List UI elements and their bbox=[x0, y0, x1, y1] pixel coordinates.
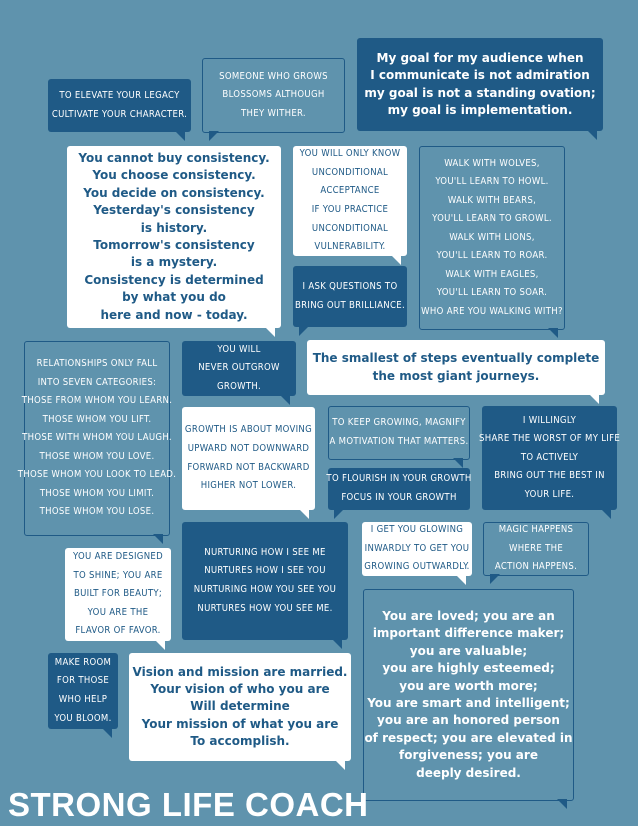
quote-line: CULTIVATE YOUR CHARACTER. bbox=[51, 108, 188, 120]
quote-line: TO ELEVATE YOUR LEGACY bbox=[59, 89, 180, 101]
quote-steps bbox=[307, 340, 605, 395]
quote-designed bbox=[65, 548, 171, 641]
footer-title: STRONG LIFE COACH bbox=[8, 786, 369, 823]
quote-line: BRING OUT BRILLIANCE. bbox=[295, 299, 405, 311]
quote-magic bbox=[483, 522, 589, 576]
quote-line: YOU WILL bbox=[217, 343, 261, 355]
quote-line: I GET YOU GLOWING bbox=[370, 524, 464, 536]
quote-line: TO FLOURISH IN YOUR GROWTH bbox=[326, 473, 472, 485]
quote-questions bbox=[293, 266, 407, 327]
quote-line: NURTURES HOW YOU SEE ME. bbox=[197, 602, 333, 614]
quote-line: NURTURES HOW I SEE YOU bbox=[204, 565, 326, 577]
quote-line: INTO SEVEN CATEGORIES: bbox=[37, 376, 157, 388]
quote-line: I communicate is not admiration bbox=[370, 68, 590, 83]
quote-line: SHARE THE WORST OF MY LIFE bbox=[478, 433, 621, 445]
quote-nurturing bbox=[182, 522, 348, 640]
quote-line: You choose consistency. bbox=[92, 168, 256, 183]
quote-line: The smallest of steps eventually complete bbox=[312, 351, 600, 366]
quote-line: FLAVOR OF FAVOR. bbox=[75, 625, 161, 637]
quote-line: you are valuable; bbox=[409, 643, 528, 658]
quote-line: the most giant journeys. bbox=[372, 368, 540, 383]
quote-line: NURTURING HOW I SEE ME bbox=[204, 546, 326, 558]
quote-line: FOCUS IN YOUR GROWTH bbox=[341, 492, 457, 503]
quote-acceptance bbox=[293, 146, 407, 256]
quote-line: is history. bbox=[140, 220, 208, 235]
quote-glowing bbox=[362, 522, 472, 576]
quote-makeroom bbox=[48, 653, 118, 729]
quote-line: FORWARD NOT BACKWARD bbox=[187, 461, 310, 473]
quote-line: TO SHINE; YOU ARE bbox=[73, 569, 163, 581]
quote-line: MAKE ROOM bbox=[54, 656, 112, 668]
quote-line: MAGIC HAPPENS bbox=[498, 524, 574, 536]
quote-line: WHERE THE bbox=[508, 542, 564, 554]
quote-line: here and now - today. bbox=[100, 307, 248, 322]
quote-line: RELATIONSHIPS ONLY FALL bbox=[36, 358, 158, 370]
quote-line: UNCONDITIONAL bbox=[311, 166, 389, 178]
quote-line: YOU'LL LEARN TO GROWL. bbox=[432, 213, 552, 225]
quote-line: ACTION HAPPENS. bbox=[494, 561, 578, 573]
quote-line: THOSE WHOM YOU LIMIT. bbox=[39, 487, 155, 499]
quote-line: by what you do bbox=[122, 290, 226, 305]
quote-line: A MOTIVATION THAT MATTERS. bbox=[329, 436, 469, 447]
quote-line: To accomplish. bbox=[190, 734, 290, 749]
quote-outgrow bbox=[182, 341, 296, 396]
quote-line: important difference maker; bbox=[372, 626, 565, 641]
quote-line: WHO ARE YOU WALKING WITH? bbox=[421, 305, 563, 317]
quote-line: You cannot buy consistency. bbox=[78, 151, 270, 166]
quote-line: Tomorrow's consistency bbox=[93, 238, 255, 252]
quote-legacy bbox=[48, 79, 191, 132]
quote-willingly bbox=[478, 406, 621, 510]
quote-magnify bbox=[328, 406, 470, 460]
quote-line: YOU'LL LEARN TO SOAR. bbox=[436, 287, 548, 299]
quote-line: Your vision of who you are bbox=[150, 681, 330, 696]
quote-line: YOU'LL LEARN TO ROAR. bbox=[436, 250, 548, 262]
quote-line: my goal is implementation. bbox=[387, 102, 573, 117]
quote-line: is a mystery. bbox=[130, 255, 218, 270]
quote-line: FOR THOSE bbox=[56, 675, 110, 687]
quote-line: GROWING OUTWARDLY. bbox=[364, 561, 470, 573]
quote-line: TO KEEP GROWING, MAGNIFY bbox=[332, 417, 466, 429]
quote-line: you are worth more; bbox=[399, 678, 538, 693]
quote-line: YOU BLOOM. bbox=[54, 712, 112, 724]
quote-line: WALK WITH EAGLES, bbox=[445, 268, 539, 280]
quote-line: GROWTH. bbox=[216, 380, 262, 392]
quote-line: WALK WITH WOLVES, bbox=[444, 157, 540, 169]
quote-blossoms bbox=[202, 58, 345, 133]
quote-line: GROWTH IS ABOUT MOVING bbox=[184, 424, 313, 436]
quote-line: UPWARD NOT DOWNWARD bbox=[187, 442, 310, 454]
quote-line: my goal is not a standing ovation; bbox=[364, 85, 596, 100]
quote-line: THOSE WITH WHOM YOU LAUGH. bbox=[22, 432, 172, 444]
quote-line: BLOSSOMS ALTHOUGH bbox=[222, 89, 325, 101]
quote-line: THOSE FROM WHOM YOU LEARN. bbox=[21, 395, 173, 407]
quote-line: YOUR LIFE. bbox=[524, 488, 575, 500]
quote-line: THOSE WHOM YOU LOVE. bbox=[39, 450, 155, 462]
quote-line: ACCEPTANCE bbox=[320, 185, 380, 197]
quote-line: WHO HELP bbox=[58, 694, 108, 705]
quote-line: Consistency is determined bbox=[84, 272, 264, 287]
quote-line: THEY WITHER. bbox=[241, 107, 306, 119]
quote-line: you are an honored person bbox=[377, 713, 560, 728]
quote-line: You are loved; you are an bbox=[382, 609, 555, 624]
quote-line: SOMEONE WHO GROWS bbox=[219, 70, 328, 82]
quote-line: Yesterday's consistency bbox=[93, 203, 255, 218]
quote-wolves bbox=[419, 146, 565, 330]
quote-line: deeply desired. bbox=[416, 765, 521, 780]
quote-goal bbox=[357, 38, 603, 131]
quote-line: forgiveness; you are bbox=[399, 748, 538, 763]
quote-line: THOSE WHOM YOU LOOK TO LEAD. bbox=[17, 469, 177, 481]
quote-line: THOSE WHOM YOU LOSE. bbox=[39, 506, 155, 518]
quote-line: YOU WILL ONLY KNOW bbox=[299, 148, 401, 160]
quote-line: I ASK QUESTIONS TO bbox=[302, 280, 398, 292]
quote-line: BUILT FOR BEAUTY; bbox=[73, 588, 163, 600]
quote-line: NEVER OUTGROW bbox=[198, 362, 280, 374]
quote-consistency bbox=[67, 146, 281, 328]
quote-growth-moving bbox=[182, 407, 315, 510]
quote-line: YOU'LL LEARN TO HOWL. bbox=[435, 176, 549, 188]
quote-line: you are highly esteemed; bbox=[382, 661, 555, 676]
quote-line: Will determine bbox=[190, 699, 290, 714]
quote-line: HIGHER NOT LOWER. bbox=[200, 480, 297, 492]
quote-line: You decide on consistency. bbox=[83, 185, 265, 200]
quote-line: Your mission of what you are bbox=[141, 716, 339, 731]
quote-line: THOSE WHOM YOU LIFT. bbox=[42, 413, 152, 425]
quote-line: IF YOU PRACTICE bbox=[311, 204, 389, 215]
quote-relationships bbox=[17, 341, 177, 536]
quote-loved bbox=[363, 589, 574, 801]
quote-line: I WILLINGLY bbox=[522, 414, 577, 426]
quote-line: VULNERABILITY. bbox=[314, 241, 386, 253]
quote-line: TO ACTIVELY bbox=[520, 451, 579, 463]
quote-line: NURTURING HOW YOU SEE YOU bbox=[193, 584, 337, 595]
quote-line: BRING OUT THE BEST IN bbox=[494, 470, 605, 482]
quote-flourish bbox=[328, 468, 470, 510]
quote-line: YOU ARE THE bbox=[87, 606, 149, 618]
quote-line: INWARDLY TO GET YOU bbox=[364, 542, 470, 554]
quote-line: WALK WITH BEARS, bbox=[447, 194, 537, 206]
quote-vision bbox=[129, 653, 351, 761]
quote-line: UNCONDITIONAL bbox=[311, 222, 389, 234]
quote-line: WALK WITH LIONS, bbox=[449, 231, 535, 243]
quote-line: of respect; you are elevated in bbox=[364, 730, 573, 745]
quote-line: Vision and mission are married. bbox=[132, 664, 348, 679]
quote-line: My goal for my audience when bbox=[376, 50, 584, 65]
quote-line: YOU ARE DESIGNED bbox=[72, 551, 164, 563]
quote-line: You are smart and intelligent; bbox=[367, 696, 570, 710]
